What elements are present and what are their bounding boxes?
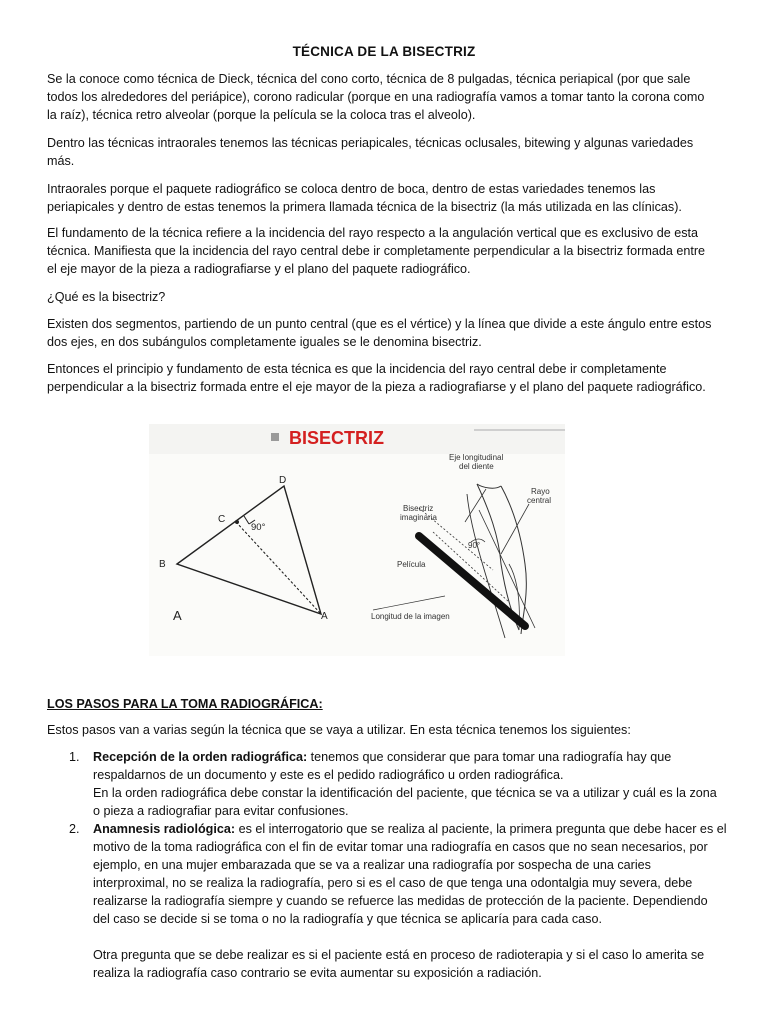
section-intro: Estos pasos van a varias según la técnica que se vaya a utilizar. En esta técnica tenemos los siguientes: bbox=[47, 723, 631, 737]
triangle-diagram bbox=[177, 486, 321, 614]
steps-list bbox=[47, 748, 727, 982]
image-length-label: Longitud de la imagen bbox=[371, 612, 450, 621]
triangle-caption: A bbox=[173, 608, 182, 623]
step-text-2: En la orden radiográfica debe constar la identificación del paciente, que técnica se va a utilizar y cuál es la zona o pieza a radiografiar para evitar confusiones. bbox=[93, 786, 717, 818]
label-d: D bbox=[279, 475, 287, 486]
paragraph-5: Existen dos segmentos, partiendo de un punto central (que es el vértice) y la línea que divide a este ángulo entre estos dos ejes, en dos subángulos completamente iguales se le denomina bisectriz. bbox=[47, 317, 712, 349]
step-title: Recepción de la orden radiográfica: bbox=[93, 750, 308, 764]
label-a: A bbox=[321, 611, 328, 622]
step-title: Anamnesis radiológica: bbox=[93, 822, 236, 836]
ray-label-line2: central bbox=[527, 496, 552, 505]
heading-bullet-icon bbox=[271, 433, 279, 441]
paragraph-4: El fundamento de la técnica refiere a la incidencia del rayo respecto a la angulación vertical que es exclusivo de esta técnica. Manifiesta que la incidencia del rayo central debe ir completamente perpendicular a la bisectriz formada entre el eje mayor de la pieza a radiografiarse y el plano del paquete radiográfico. bbox=[47, 226, 706, 276]
paragraph-6: Entonces el principio y fundamento de esta técnica es que la incidencia del rayo central debe ir completamente perpendicular a la bisectriz formada entre el eje mayor de la pieza a radiografiarse y el plano del paquete radiográfico. bbox=[47, 362, 706, 394]
step-text: tenemos que considerar que para tomar una radiografía hay que respaldarnos de un documento y este es el pedido radiográfico u orden radiográfica. bbox=[93, 750, 672, 782]
list-item bbox=[47, 748, 727, 820]
label-b: B bbox=[159, 559, 166, 570]
list-item bbox=[47, 820, 727, 982]
section-heading: LOS PASOS PARA LA TOMA RADIOGRÁFICA: bbox=[47, 697, 323, 711]
paragraph-3: Intraorales porque el paquete radiográfico se coloca dentro de boca, dentro de estas variedades tenemos las periapicales y dentro de estas tenemos la primera llamada técnica de la bisectriz (la más utilizada en las clínicas). bbox=[47, 182, 682, 214]
list-number: 1. bbox=[69, 750, 80, 764]
bisector-label-line2: imaginaria bbox=[400, 513, 437, 522]
axis-label-line2: del diente bbox=[459, 462, 494, 471]
step-body bbox=[93, 820, 727, 928]
triangle-angle-label: 90° bbox=[251, 522, 266, 533]
bisectriz-figure bbox=[149, 424, 565, 656]
document-title: TÉCNICA DE LA BISECTRIZ bbox=[292, 44, 476, 59]
axis-label-line1: Eje longitudinal bbox=[449, 453, 504, 462]
ray-label-line1: Rayo bbox=[531, 487, 550, 496]
step-body bbox=[93, 748, 727, 784]
step-text-2: Otra pregunta que se debe realizar es si el paciente está en proceso de radioterapia y si el caso lo amerita se realiza la radiografía caso contrario se evita aumentar su exposición a radiación. bbox=[93, 948, 705, 980]
list-number: 2. bbox=[69, 822, 80, 836]
film-label: Película bbox=[397, 560, 426, 569]
step-text: es el interrogatorio que se realiza al paciente, la primera pregunta que debe hacer es el motivo de la toma radiográfica con el fin de evitar tomar una radiografía en casos que no sean necesarios, por ejemplo, en una mujer embarazada que se va a realizar una radiografía por sospecha de una caries interproximal, no se realiza la radiografía, pero si es el caso de que tenga una odontalgia muy severa, debe realizarse la radiografía siempre y cuando se refuerce las medidas de protección de la paciente. Dependiendo del caso se decide si se toma o no la radiografía y que técnica se aplicaría para cada caso. bbox=[93, 822, 727, 926]
bisector-label-line1: Bisectriz bbox=[403, 504, 434, 513]
paragraph-question: ¿Qué es la bisectriz? bbox=[47, 290, 166, 304]
tooth-angle-label: 90° bbox=[468, 541, 481, 550]
figure-heading: BISECTRIZ bbox=[289, 428, 385, 448]
label-c: C bbox=[218, 514, 226, 525]
paragraph-2: Dentro las técnicas intraorales tenemos las técnicas periapicales, técnicas oclusales, bitewing y algunas variedades más. bbox=[47, 136, 694, 168]
paragraph-1: Se la conoce como técnica de Dieck, técnica del cono corto, técnica de 8 pulgadas, técnica periapical (por que sale todos los alrededores del periápice), corono radicular (porque en una radiografía vamos a tomar tanto la corona como la raíz), técnica retro alveolar (porque la película se la coloca tras el alveolo). bbox=[47, 72, 705, 122]
